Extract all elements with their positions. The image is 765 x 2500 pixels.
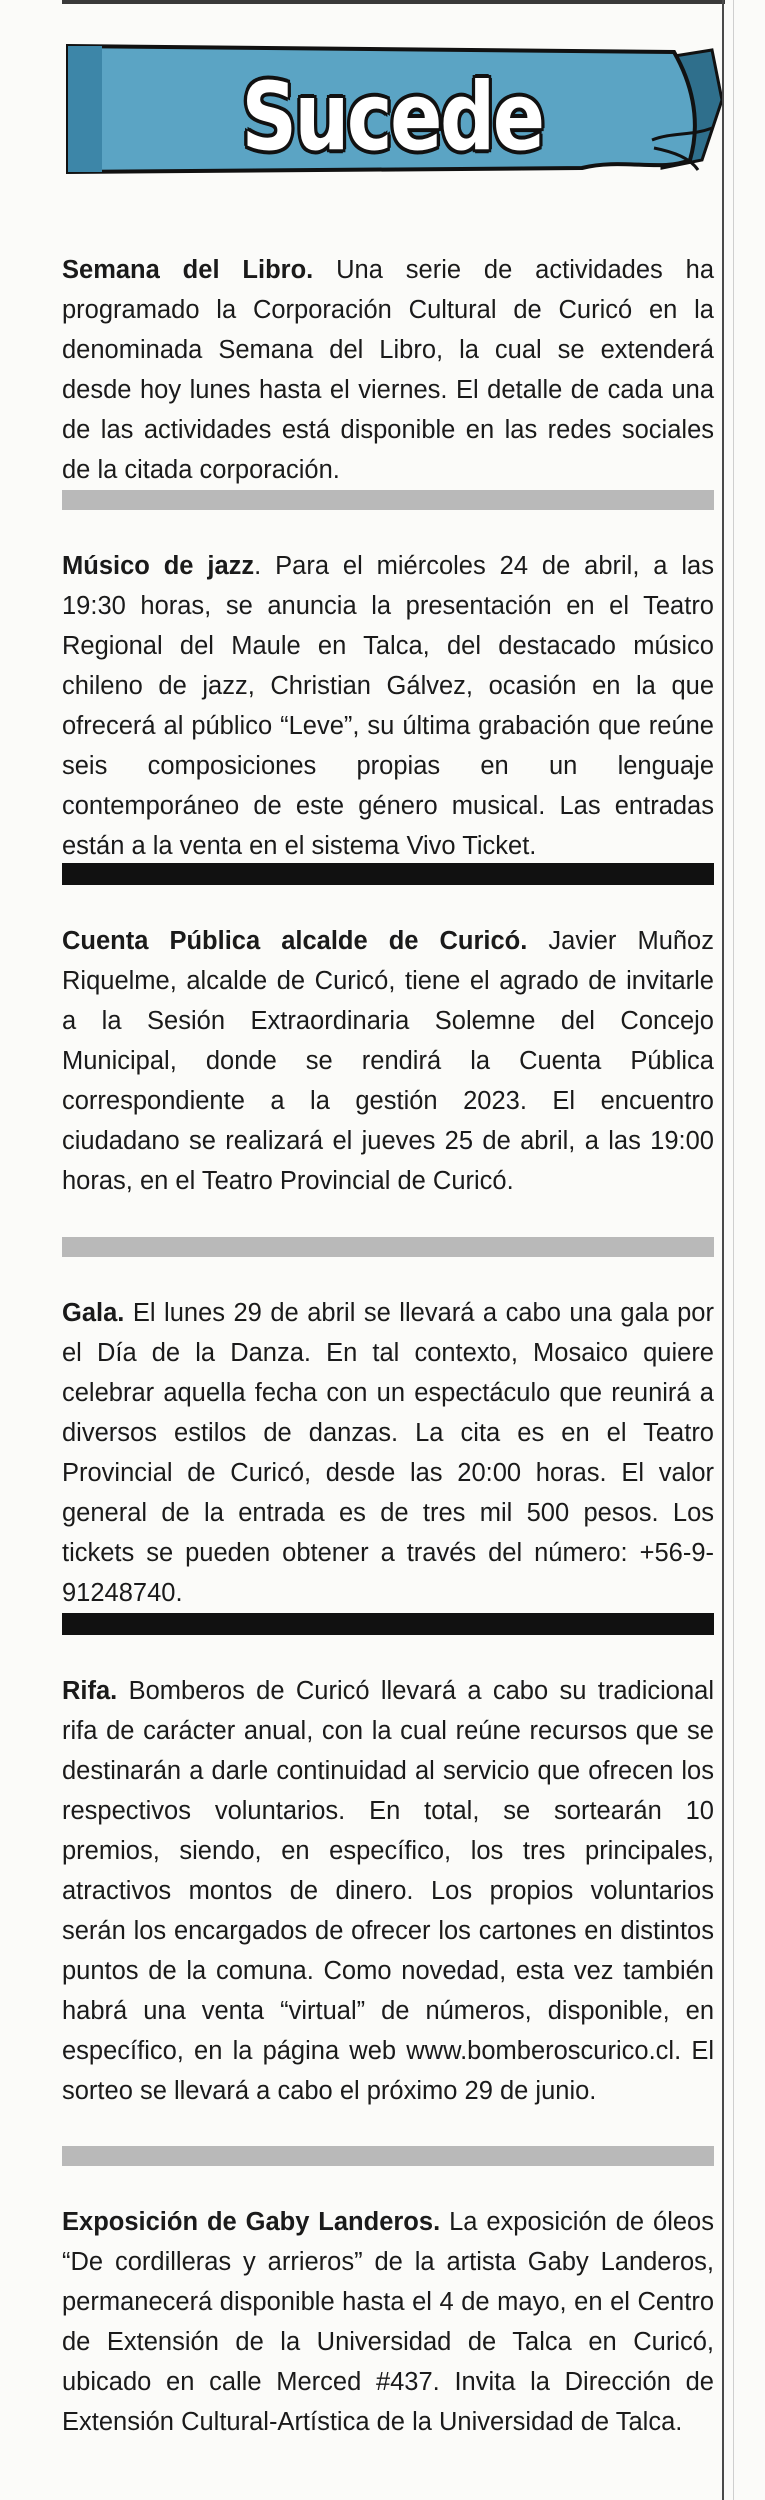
article-lead: Cuenta Pública alcalde de Curicó. [62,927,528,955]
separator-gray [62,2146,714,2166]
separator-black [62,1613,714,1635]
article-body: . Para el miércoles 24 de abril, a las 19:30 horas, se anuncia la presentación en el Teatro Regional del Maule en Talca, del destacado músico chileno de jazz, Christian Gálvez, ocasión en la que ofrecerá al público “Leve”, su última grabación que reúne seis composiciones propias en un lenguaje contemporáneo de este género musical. Las entradas están a la venta en el sistema Vivo Ticket. [62,552,714,860]
separator-gray [62,1237,714,1257]
article-semana-del-libro [62,250,714,490]
column-divider [722,0,724,2500]
article-rifa [62,1671,714,2111]
section-title: Sucede [241,63,543,172]
article-body: El lunes 29 de abril se llevará a cabo una gala por el Día de la Danza. En tal contexto, Mosaico quiere celebrar aquella fecha con un espectáculo que reunirá a diversos estilos de danzas. La cita es en el Teatro Provincial de Curicó, desde las 20:00 horas. El valor general de la entrada es de tres mil 500 pesos. Los tickets se pueden obtener a través del número: +56-9-91248740. [62,1299,714,1607]
separator-gray [62,490,714,510]
column-divider-thin [733,0,734,2500]
article-lead: Semana del Libro. [62,256,314,284]
article-lead: Músico de jazz [62,552,255,580]
separator-black [62,863,714,885]
article-cuenta-publica [62,921,714,1201]
top-rule [62,0,725,4]
article-lead: Rifa. [62,1677,118,1705]
section-header [62,40,722,190]
article-body: La exposición de óleos “De cordilleras y arrieros” de la artista Gaby Landeros, permanecerá disponible hasta el 4 de mayo, en el Centro de Extensión de la Universidad de Talca en Curicó, ubicado en calle Merced #437. Invita la Dirección de Extensión Cultural-Artística de la Universidad de Talca. [62,2208,714,2436]
article-body: Una serie de actividades ha programado la Corporación Cultural de Curicó en la denominada Semana del Libro, la cual se extenderá desde hoy lunes hasta el viernes. El detalle de cada una de las actividades está disponible en las redes sociales de la citada corporación. [62,256,714,484]
article-exposicion [62,2202,714,2442]
banner-edge [68,46,102,172]
article-gala [62,1293,714,1613]
article-lead: Exposición de Gaby Landeros. [62,2208,441,2236]
article-body: Javier Muñoz Riquelme, alcalde de Curicó, tiene el agrado de invitarle a la Sesión Extraordinaria Solemne del Concejo Municipal, donde se rendirá la Cuenta Pública correspondiente a la gestión 2023. El encuentro ciudadano se realizará el jueves 25 de abril, a las 19:00 horas, en el Teatro Provincial de Curicó. [62,927,714,1195]
article-lead: Gala. [62,1299,125,1327]
article-body: Bomberos de Curicó llevará a cabo su tradicional rifa de carácter anual, con la cual reúne recursos que se destinarán a darle continuidad al servicio que ofrecen los respectivos voluntarios. En total, se sortearán 10 premios, siendo, en específico, los tres principales, atractivos montos de dinero. Los propios voluntarios serán los encargados de ofrecer los cartones en distintos puntos de la comuna. Como novedad, esta vez también habrá una venta “virtual” de números, disponible, en específico, en la página web www.bomberoscurico.cl. El sorteo se llevará a cabo el próximo 29 de junio. [62,1677,714,2105]
article-musico-de-jazz [62,546,714,866]
